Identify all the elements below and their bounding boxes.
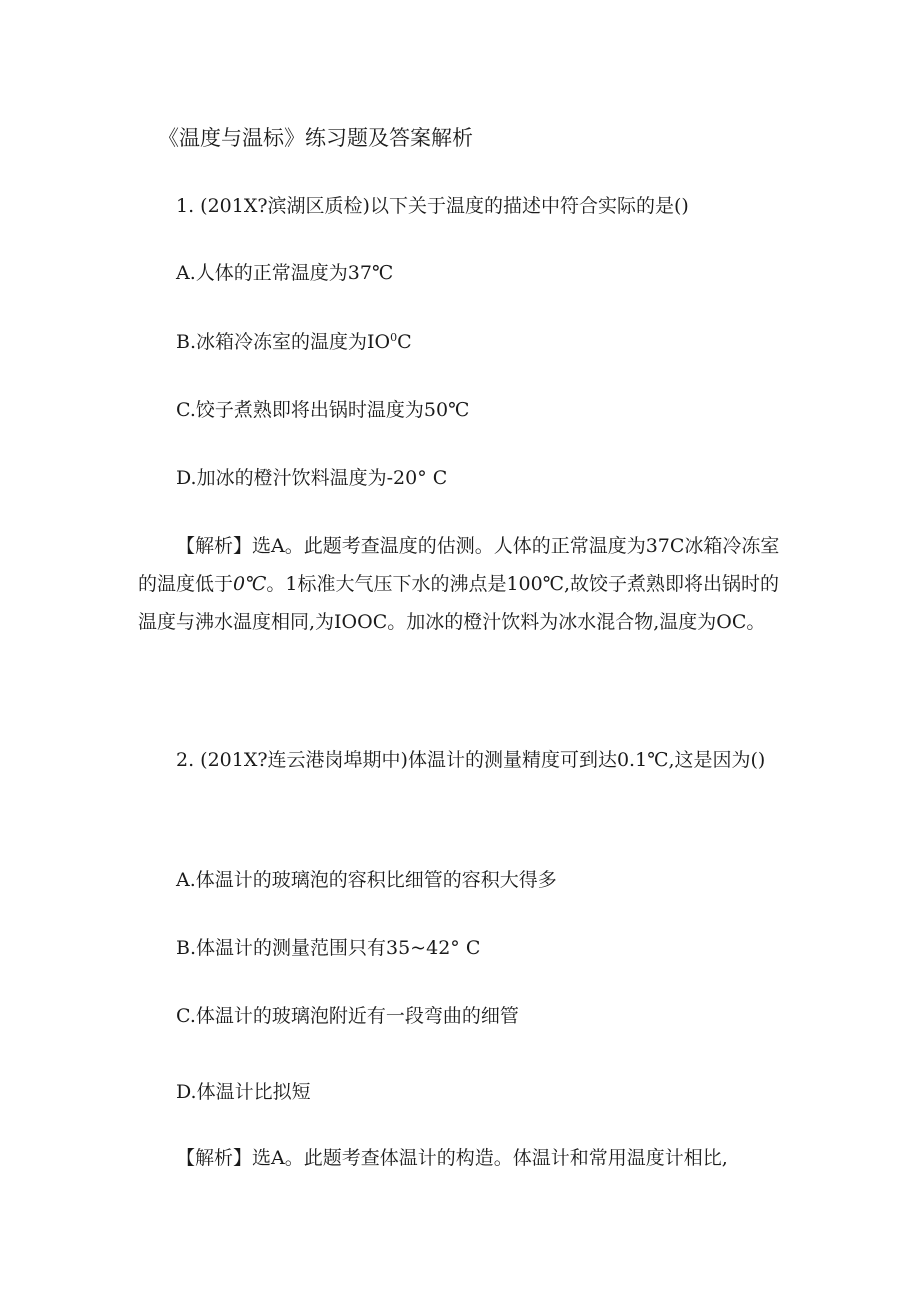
question-2-option-b: B.体温计的测量范围只有35~42° C xyxy=(176,937,481,959)
document-title: 《温度与温标》练习题及答案解析 xyxy=(158,126,473,150)
question-1-analysis-text: 【解析】选A。此题考查温度的估测。人体的正常温度为37C冰箱冷冻室的温度低于 xyxy=(138,535,780,595)
question-2-option-a: A.体温计的玻璃泡的容积比细管的容积大得多 xyxy=(176,869,557,891)
question-1-option-c: C.饺子煮熟即将出锅时温度为50℃ xyxy=(176,399,470,421)
question-2-analysis: 【解析】选A。此题考查体温计的构造。体温计和常用温度计相比, xyxy=(176,1147,728,1169)
question-1-analysis-rest: 。1标准大气压下水的沸点是100℃,故饺子煮熟即将出锅时的温度与沸水温度相同,为IOOC。加冰的橙汁饮料为冰水混合物,温度为OC。 xyxy=(138,573,780,633)
question-1-option-a: A.人体的正常温度为37℃ xyxy=(176,262,394,284)
question-1-option-d: D.加冰的橙汁饮料温度为-20° C xyxy=(176,467,448,489)
question-2-stem-block xyxy=(138,741,788,779)
question-1-option-b-text: B.冰箱冷冻室的温度为IO xyxy=(176,331,391,353)
question-1-option-b xyxy=(176,330,412,354)
question-1-option-b-superscript: 0 xyxy=(390,331,398,344)
question-1-analysis xyxy=(138,527,788,641)
question-2-option-c: C.体温计的玻璃泡附近有一段弯曲的细管 xyxy=(176,1005,519,1027)
question-1-option-b-unit: C xyxy=(397,331,412,353)
question-2-option-d: D.体温计比拟短 xyxy=(176,1081,311,1103)
question-1-stem: 1. (201X?滨湖区质检)以下关于温度的描述中符合实际的是() xyxy=(176,195,689,217)
question-2-stem: 2. (201X?连云港岗埠期中)体温计的测量精度可到达0.1℃,这是因为() xyxy=(176,749,766,771)
question-1-analysis-italic: 0℃ xyxy=(233,573,267,595)
